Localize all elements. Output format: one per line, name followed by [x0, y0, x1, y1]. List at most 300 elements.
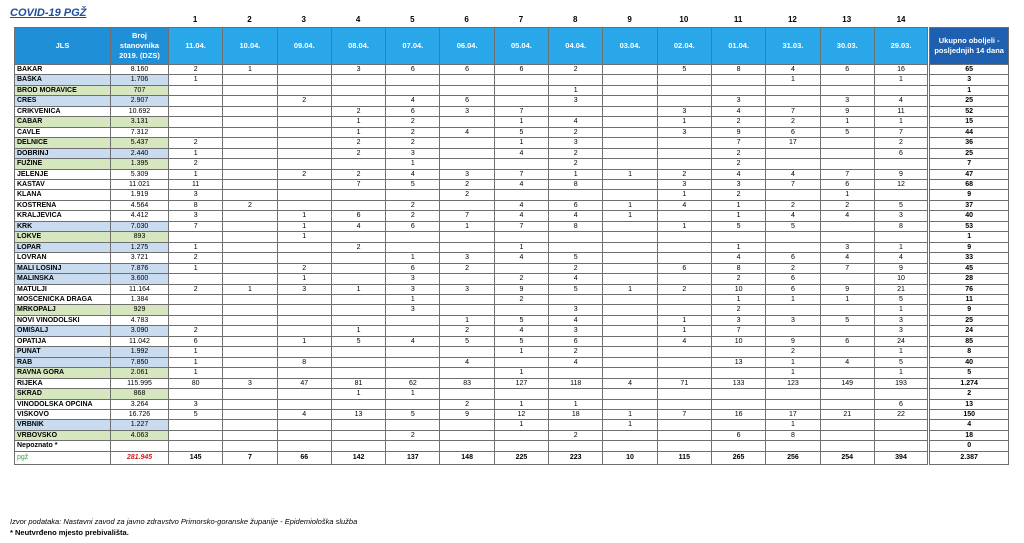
row-daily-cases: 8	[549, 179, 603, 189]
row-daily-cases: 3	[549, 326, 603, 336]
row-daily-cases: 1	[494, 138, 548, 148]
row-daily-cases: 1	[549, 169, 603, 179]
row-daily-cases: 2	[494, 294, 548, 304]
row-daily-cases: 2	[386, 117, 440, 127]
table-row	[15, 315, 1009, 325]
row-daily-cases: 1	[494, 368, 548, 378]
row-daily-cases: 2	[549, 347, 603, 357]
row-population: 893	[111, 232, 169, 242]
row-daily-cases: 1	[549, 399, 603, 409]
row-daily-cases: 21	[874, 284, 928, 294]
row-total: 52	[929, 106, 1009, 116]
row-daily-cases: 1	[169, 357, 223, 367]
table-row	[15, 221, 1009, 231]
row-daily-cases	[440, 242, 494, 252]
row-daily-cases	[874, 441, 928, 451]
row-daily-cases	[874, 420, 928, 430]
row-daily-cases	[223, 294, 277, 304]
row-daily-cases	[820, 274, 874, 284]
column-number: 7	[518, 15, 524, 24]
column-number: 10	[679, 15, 689, 24]
row-daily-cases: 6	[494, 65, 548, 75]
table-row	[15, 148, 1009, 158]
row-daily-cases: 16	[711, 409, 765, 419]
footer-daily-total: 137	[386, 451, 440, 464]
row-daily-cases	[494, 263, 548, 273]
row-total: 150	[929, 409, 1009, 419]
row-daily-cases	[494, 85, 548, 95]
row-daily-cases	[820, 75, 874, 85]
row-municipality: MATULJI	[15, 284, 111, 294]
table-row	[15, 65, 1009, 75]
row-daily-cases: 6	[766, 274, 820, 284]
row-municipality: BAKAR	[15, 65, 111, 75]
row-population: 1.384	[111, 294, 169, 304]
column-number: 4	[355, 15, 361, 24]
row-daily-cases	[331, 253, 385, 263]
row-daily-cases: 17	[766, 409, 820, 419]
row-daily-cases: 1	[820, 294, 874, 304]
table-row	[15, 96, 1009, 106]
row-daily-cases: 17	[766, 138, 820, 148]
row-daily-cases: 6	[549, 200, 603, 210]
row-municipality: LOPAR	[15, 242, 111, 252]
row-daily-cases	[386, 232, 440, 242]
row-daily-cases: 3	[820, 242, 874, 252]
row-daily-cases	[603, 138, 657, 148]
row-total: 85	[929, 336, 1009, 346]
row-daily-cases	[766, 190, 820, 200]
row-daily-cases: 13	[711, 357, 765, 367]
row-daily-cases: 5	[820, 315, 874, 325]
row-daily-cases	[820, 305, 874, 315]
row-daily-cases: 71	[657, 378, 711, 388]
footer-daily-total: 225	[494, 451, 548, 464]
row-population: 3.264	[111, 399, 169, 409]
table-row	[15, 274, 1009, 284]
row-total: 1.274	[929, 378, 1009, 388]
row-daily-cases: 4	[440, 127, 494, 137]
row-daily-cases: 6	[331, 211, 385, 221]
row-daily-cases	[657, 420, 711, 430]
row-daily-cases	[223, 274, 277, 284]
row-daily-cases: 1	[494, 117, 548, 127]
row-total: 0	[929, 441, 1009, 451]
header-date: 11.04.	[169, 28, 223, 65]
row-municipality: MALI LOŠINJ	[15, 263, 111, 273]
table-row	[15, 200, 1009, 210]
row-municipality: KASTAV	[15, 179, 111, 189]
header-date: 02.04.	[657, 28, 711, 65]
row-daily-cases: 1	[766, 75, 820, 85]
row-daily-cases: 1	[331, 127, 385, 137]
row-municipality: BROD MORAVICE	[15, 85, 111, 95]
row-daily-cases	[657, 430, 711, 440]
row-daily-cases: 2	[494, 274, 548, 284]
footer-daily-total: 148	[440, 451, 494, 464]
row-daily-cases: 6	[874, 148, 928, 158]
row-daily-cases	[603, 85, 657, 95]
row-daily-cases: 22	[874, 409, 928, 419]
row-daily-cases: 1	[820, 190, 874, 200]
row-daily-cases	[874, 159, 928, 169]
row-daily-cases: 2	[766, 263, 820, 273]
header-date: 10.04.	[223, 28, 277, 65]
row-daily-cases	[820, 368, 874, 378]
row-daily-cases	[494, 389, 548, 399]
row-daily-cases	[440, 420, 494, 430]
row-daily-cases	[820, 441, 874, 451]
row-daily-cases: 1	[494, 399, 548, 409]
row-population: 2.061	[111, 368, 169, 378]
row-daily-cases	[820, 138, 874, 148]
row-daily-cases: 2	[386, 430, 440, 440]
table-row	[15, 232, 1009, 242]
row-daily-cases: 3	[657, 127, 711, 137]
row-total: 65	[929, 65, 1009, 75]
row-total: 53	[929, 221, 1009, 231]
row-daily-cases	[331, 85, 385, 95]
row-daily-cases	[223, 138, 277, 148]
table-row	[15, 378, 1009, 388]
row-daily-cases	[820, 232, 874, 242]
row-daily-cases: 12	[494, 409, 548, 419]
row-daily-cases: 7	[711, 326, 765, 336]
row-daily-cases: 7	[331, 179, 385, 189]
row-daily-cases	[277, 399, 331, 409]
row-daily-cases	[657, 253, 711, 263]
row-daily-cases: 7	[874, 127, 928, 137]
row-daily-cases: 21	[820, 409, 874, 419]
row-daily-cases: 5	[440, 336, 494, 346]
row-population: 115.995	[111, 378, 169, 388]
row-daily-cases: 2	[223, 200, 277, 210]
row-daily-cases	[223, 441, 277, 451]
row-total: 25	[929, 148, 1009, 158]
row-daily-cases: 2	[331, 138, 385, 148]
row-daily-cases	[549, 389, 603, 399]
row-daily-cases: 1	[874, 368, 928, 378]
row-daily-cases	[603, 127, 657, 137]
row-daily-cases	[766, 389, 820, 399]
row-total: 1	[929, 85, 1009, 95]
row-municipality: ČABAR	[15, 117, 111, 127]
column-number: 5	[410, 15, 415, 24]
row-daily-cases	[603, 232, 657, 242]
row-daily-cases: 2	[440, 263, 494, 273]
row-daily-cases: 1	[711, 200, 765, 210]
row-daily-cases	[277, 420, 331, 430]
row-daily-cases	[494, 430, 548, 440]
row-daily-cases: 3	[386, 284, 440, 294]
row-daily-cases: 5	[766, 221, 820, 231]
row-daily-cases	[223, 221, 277, 231]
header-date: 06.04.	[440, 28, 494, 65]
footer-daily-total: 115	[657, 451, 711, 464]
row-daily-cases	[331, 399, 385, 409]
row-daily-cases	[657, 441, 711, 451]
table-row	[15, 305, 1009, 315]
row-daily-cases: 1	[494, 242, 548, 252]
footer-row	[15, 451, 1009, 464]
row-municipality: VRBNIK	[15, 420, 111, 430]
row-total: 11	[929, 294, 1009, 304]
row-daily-cases	[386, 368, 440, 378]
row-daily-cases	[331, 159, 385, 169]
footer-daily-total: 254	[820, 451, 874, 464]
row-municipality: ČAVLE	[15, 127, 111, 137]
row-total: 18	[929, 430, 1009, 440]
row-daily-cases	[386, 242, 440, 252]
row-daily-cases	[223, 263, 277, 273]
row-daily-cases: 4	[494, 200, 548, 210]
row-daily-cases	[549, 190, 603, 200]
row-daily-cases	[657, 85, 711, 95]
row-daily-cases	[874, 389, 928, 399]
row-daily-cases	[657, 368, 711, 378]
table-row	[15, 190, 1009, 200]
header-date: 09.04.	[277, 28, 331, 65]
row-daily-cases	[277, 179, 331, 189]
row-daily-cases	[766, 242, 820, 252]
row-daily-cases: 81	[331, 378, 385, 388]
row-daily-cases: 1	[277, 232, 331, 242]
row-daily-cases	[603, 315, 657, 325]
row-daily-cases	[657, 294, 711, 304]
row-population: 4.564	[111, 200, 169, 210]
row-daily-cases: 3	[440, 169, 494, 179]
row-daily-cases	[277, 148, 331, 158]
row-municipality: NOVI VINODOLSKI	[15, 315, 111, 325]
header-date: 05.04.	[494, 28, 548, 65]
row-daily-cases	[169, 294, 223, 304]
row-daily-cases	[277, 65, 331, 75]
row-daily-cases	[820, 159, 874, 169]
column-number: 1	[192, 15, 198, 24]
row-daily-cases	[331, 274, 385, 284]
table-row	[15, 263, 1009, 273]
row-municipality: FUŽINE	[15, 159, 111, 169]
header-date: 31.03.	[766, 28, 820, 65]
row-daily-cases	[223, 242, 277, 252]
row-daily-cases	[711, 75, 765, 85]
row-daily-cases	[223, 75, 277, 85]
row-daily-cases: 3	[549, 96, 603, 106]
column-number: 8	[573, 15, 578, 24]
row-daily-cases: 1	[440, 221, 494, 231]
column-number: 6	[464, 15, 469, 24]
row-municipality: MOŠĆENIČKA DRAGA	[15, 294, 111, 304]
row-daily-cases: 3	[711, 96, 765, 106]
row-daily-cases: 4	[766, 65, 820, 75]
table-row	[15, 85, 1009, 95]
row-daily-cases	[223, 399, 277, 409]
row-daily-cases: 3	[766, 315, 820, 325]
row-municipality: MALINSKA	[15, 274, 111, 284]
row-daily-cases: 1	[711, 294, 765, 304]
row-daily-cases: 7	[494, 106, 548, 116]
row-daily-cases	[223, 85, 277, 95]
row-total: 40	[929, 211, 1009, 221]
table-row	[15, 138, 1009, 148]
row-daily-cases: 1	[711, 242, 765, 252]
row-daily-cases: 2	[169, 326, 223, 336]
row-municipality: LOKVE	[15, 232, 111, 242]
footer-daily-total: 265	[711, 451, 765, 464]
row-daily-cases: 3	[711, 179, 765, 189]
row-daily-cases: 1	[657, 326, 711, 336]
row-daily-cases: 2	[169, 284, 223, 294]
row-total: 3	[929, 75, 1009, 85]
row-daily-cases	[277, 441, 331, 451]
row-daily-cases: 4	[820, 211, 874, 221]
row-daily-cases: 5	[874, 357, 928, 367]
row-daily-cases	[331, 441, 385, 451]
row-daily-cases: 2	[169, 253, 223, 263]
row-daily-cases: 5	[331, 336, 385, 346]
row-daily-cases: 4	[549, 315, 603, 325]
row-daily-cases	[657, 399, 711, 409]
row-daily-cases: 3	[386, 305, 440, 315]
row-daily-cases: 4	[657, 200, 711, 210]
row-daily-cases: 4	[277, 409, 331, 419]
row-daily-cases: 4	[603, 378, 657, 388]
row-daily-cases: 2	[549, 263, 603, 273]
row-daily-cases: 1	[603, 409, 657, 419]
row-daily-cases	[331, 263, 385, 273]
row-daily-cases: 2	[766, 200, 820, 210]
row-total: 37	[929, 200, 1009, 210]
row-daily-cases: 4	[549, 357, 603, 367]
row-daily-cases: 8	[711, 263, 765, 273]
row-municipality: DELNICE	[15, 138, 111, 148]
row-daily-cases	[331, 430, 385, 440]
row-daily-cases: 1	[331, 389, 385, 399]
row-daily-cases: 1	[169, 75, 223, 85]
row-daily-cases: 6	[386, 106, 440, 116]
row-daily-cases: 9	[766, 336, 820, 346]
row-daily-cases: 3	[440, 253, 494, 263]
row-daily-cases: 12	[874, 179, 928, 189]
row-municipality: KOSTRENA	[15, 200, 111, 210]
row-daily-cases	[169, 127, 223, 137]
row-daily-cases	[603, 274, 657, 284]
row-daily-cases	[331, 96, 385, 106]
row-daily-cases: 2	[549, 148, 603, 158]
row-daily-cases	[440, 200, 494, 210]
row-daily-cases: 6	[549, 336, 603, 346]
row-daily-cases: 1	[874, 117, 928, 127]
row-daily-cases: 13	[331, 409, 385, 419]
row-daily-cases	[440, 85, 494, 95]
row-daily-cases: 9	[820, 284, 874, 294]
row-daily-cases: 1	[766, 357, 820, 367]
row-daily-cases: 4	[494, 253, 548, 263]
row-daily-cases: 8	[277, 357, 331, 367]
row-daily-cases: 11	[874, 106, 928, 116]
footer-daily-total: 256	[766, 451, 820, 464]
table-row	[15, 430, 1009, 440]
row-daily-cases	[440, 430, 494, 440]
row-daily-cases	[169, 96, 223, 106]
row-daily-cases	[169, 441, 223, 451]
table-row	[15, 441, 1009, 451]
row-daily-cases	[169, 117, 223, 127]
row-daily-cases: 4	[494, 179, 548, 189]
row-population: 10.692	[111, 106, 169, 116]
row-population: 7.030	[111, 221, 169, 231]
row-daily-cases	[603, 336, 657, 346]
row-municipality: CRES	[15, 96, 111, 106]
row-daily-cases: 3	[874, 326, 928, 336]
row-daily-cases: 3	[223, 378, 277, 388]
row-daily-cases	[603, 326, 657, 336]
row-daily-cases	[657, 138, 711, 148]
row-daily-cases: 1	[386, 294, 440, 304]
row-daily-cases: 1	[603, 211, 657, 221]
row-daily-cases	[223, 315, 277, 325]
row-daily-cases	[223, 409, 277, 419]
row-daily-cases	[874, 430, 928, 440]
row-daily-cases: 6	[766, 253, 820, 263]
row-daily-cases	[223, 357, 277, 367]
row-total: 9	[929, 305, 1009, 315]
row-daily-cases	[386, 347, 440, 357]
row-daily-cases: 1	[766, 420, 820, 430]
row-daily-cases: 24	[874, 336, 928, 346]
row-total: 7	[929, 159, 1009, 169]
row-daily-cases	[494, 96, 548, 106]
row-daily-cases	[603, 368, 657, 378]
row-daily-cases: 2	[331, 148, 385, 158]
row-population: 3.090	[111, 326, 169, 336]
row-daily-cases	[603, 179, 657, 189]
row-daily-cases	[657, 242, 711, 252]
row-daily-cases: 1	[874, 305, 928, 315]
table-row	[15, 294, 1009, 304]
footer-daily-total: 145	[169, 451, 223, 464]
row-daily-cases	[277, 106, 331, 116]
row-daily-cases	[766, 305, 820, 315]
row-daily-cases	[277, 242, 331, 252]
column-number: 12	[787, 15, 797, 24]
row-daily-cases	[223, 389, 277, 399]
row-daily-cases	[603, 75, 657, 85]
row-daily-cases	[494, 357, 548, 367]
row-population	[111, 441, 169, 451]
footer-daily-total: 394	[874, 451, 928, 464]
row-daily-cases	[169, 232, 223, 242]
row-total: 4	[929, 420, 1009, 430]
row-daily-cases	[603, 65, 657, 75]
row-daily-cases	[820, 221, 874, 231]
table-row	[15, 284, 1009, 294]
header-date: 03.04.	[603, 28, 657, 65]
row-daily-cases: 1	[223, 65, 277, 75]
row-total: 8	[929, 347, 1009, 357]
row-daily-cases	[440, 117, 494, 127]
row-population: 7.850	[111, 357, 169, 367]
row-daily-cases: 6	[766, 284, 820, 294]
row-daily-cases	[766, 232, 820, 242]
row-daily-cases	[331, 232, 385, 242]
header-date: 29.03.	[874, 28, 928, 65]
row-daily-cases: 8	[874, 221, 928, 231]
row-daily-cases	[603, 389, 657, 399]
row-daily-cases	[820, 85, 874, 95]
row-daily-cases: 4	[711, 169, 765, 179]
row-municipality: PUNAT	[15, 347, 111, 357]
